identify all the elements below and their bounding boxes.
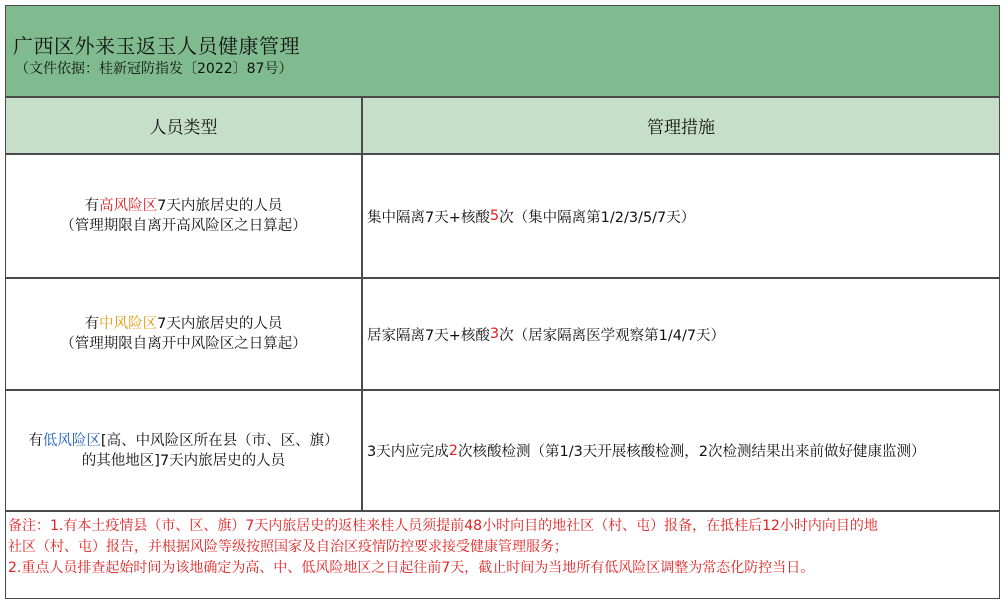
measure-suffix: 次（集中隔离第1/2/3/5/7天）	[499, 209, 696, 226]
header-person-type: 人员类型	[5, 97, 362, 154]
measure-suffix: 次（居家隔离医学观察第1/4/7天）	[499, 327, 726, 344]
document-basis-subtitle: （文件依据：桂新冠防指发〔2022〕87号）	[15, 61, 293, 77]
measure-prefix: 居家隔离7天+核酸	[367, 327, 490, 344]
measure-prefix: 3天内应完成	[367, 444, 449, 460]
type-line-1	[28, 431, 338, 451]
title-cell	[5, 5, 1000, 97]
row-high-risk-type	[5, 154, 362, 278]
type-prefix: 有	[28, 432, 43, 449]
row-high-risk-measure	[362, 154, 1000, 278]
row-medium-risk-type	[5, 278, 362, 390]
type-prefix: 有	[84, 198, 100, 214]
measure-prefix: 集中隔离7天+核酸	[367, 209, 490, 226]
notes-cell	[5, 511, 1000, 599]
note-line-3: 2.重点人员排查起始时间为该地确定为高、中、低风险地区之日起往前7天，截止时间为当地所有低风险区调整为常态化防控当日。	[8, 560, 815, 576]
health-management-table	[5, 5, 1000, 599]
row-low-risk-type	[5, 390, 362, 511]
type-line-1	[85, 314, 283, 334]
type-prefix: 有	[84, 316, 100, 332]
risk-level-medium: 中风险区	[99, 316, 158, 332]
note-line-2: 社区（村、屯）报告，并根据风险等级按照国家及自治区疫情防控要求接受健康管理服务；	[8, 539, 568, 555]
type-line-2: 的其他地区]7天内旅居史的人员	[81, 452, 286, 469]
type-suffix: 7天内旅居史的人员	[157, 316, 283, 332]
row-medium-risk-measure	[362, 278, 1000, 390]
page-title: 广西区外来玉返玉人员健康管理	[13, 34, 300, 58]
type-line-2: （管理期限自离开高风险区之日算起）	[60, 218, 307, 234]
type-line-2: （管理期限自离开中风险区之日算起）	[60, 336, 307, 352]
measure-suffix: 次核酸检测（第1/3天开展核酸检测，2次检测结果出来前做好健康监测）	[457, 444, 926, 460]
header-management-measure: 管理措施	[362, 97, 1000, 154]
test-count: 5	[489, 208, 500, 224]
row-low-risk-measure	[362, 390, 1000, 511]
risk-level-high: 高风险区	[99, 198, 158, 214]
type-suffix: 7天内旅居史的人员	[157, 198, 283, 214]
type-suffix: [高、中风险区所在县（市、区、旗）	[100, 432, 339, 449]
test-count: 2	[448, 442, 458, 459]
test-count: 3	[489, 326, 500, 342]
note-line-1: 备注：1.有本土疫情县（市、区、旗）7天内旅居史的返桂来桂人员须提前48小时向目的地社区（村、屯）报备，在抵桂后12小时内向目的地	[8, 518, 878, 534]
risk-level-low: 低风险区	[42, 432, 101, 449]
type-line-1	[85, 196, 283, 216]
